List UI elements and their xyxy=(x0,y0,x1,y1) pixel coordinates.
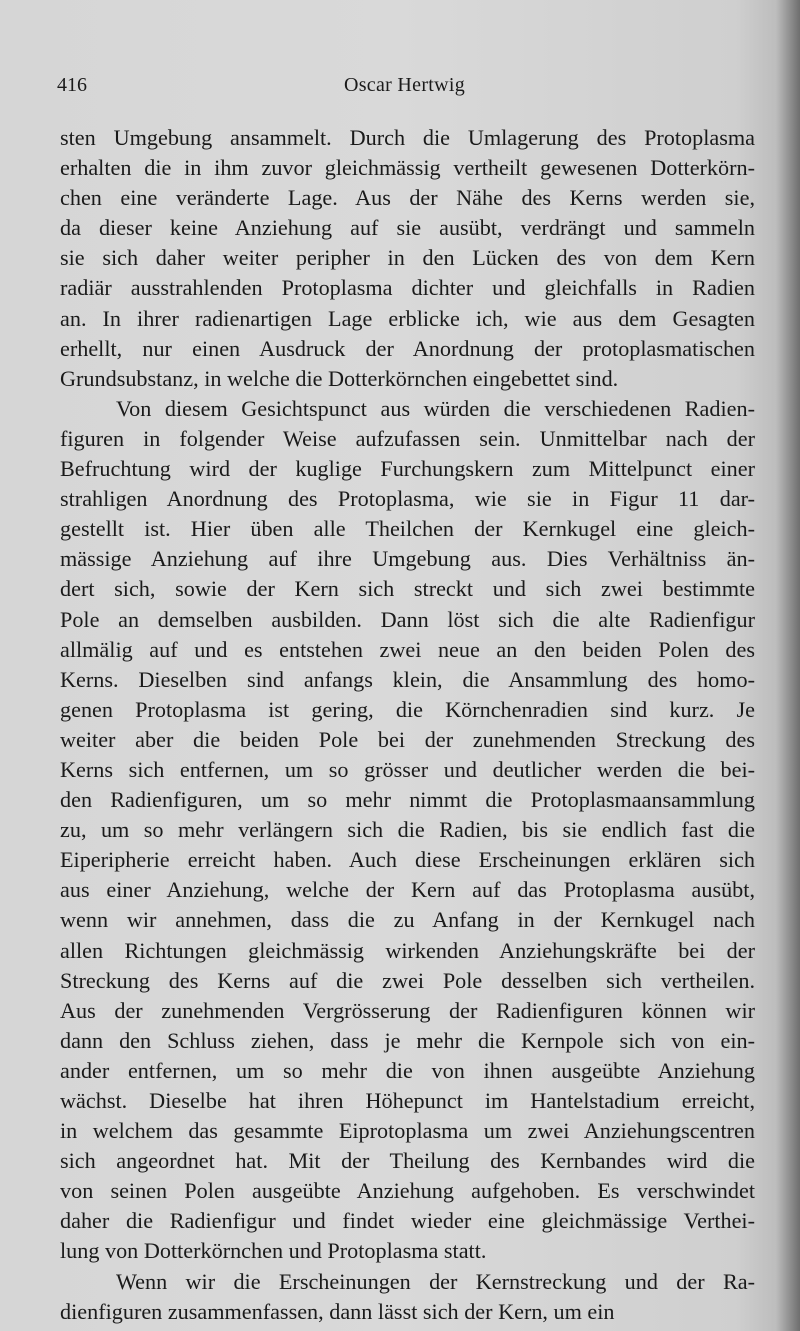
text-line: lung von Dotterkörnchen und Protoplasma statt. xyxy=(60,1238,487,1264)
page-number: 416 xyxy=(57,74,87,96)
text-line: sie sich daher weiter peripher in den Lücken des von dem Kern xyxy=(60,245,755,271)
text-line: gestellt ist. Hier üben alle Theilchen der Kernkugel eine gleich- xyxy=(60,516,755,542)
text-line: erhalten die in ihm zuvor gleichmässig vertheilt gewesenen Dotterkörn- xyxy=(60,155,755,181)
text-line: Pole an demselben ausbilden. Dann löst sich die alte Radienfigur xyxy=(60,606,755,632)
text-line: dann den Schluss ziehen, dass je mehr die Kernpole sich von ein- xyxy=(60,1027,755,1053)
paragraph xyxy=(60,394,755,1267)
text-line: da dieser keine Anziehung auf sie ausübt, verdrängt und sammeln xyxy=(60,215,755,241)
body-text xyxy=(60,123,755,1327)
text-line: in welchem das gesammte Eiprotoplasma um zwei Anziehungscentren xyxy=(60,1118,755,1144)
text-line: Von diesem Gesichtspunct aus würden die verschiedenen Radien- xyxy=(116,395,755,421)
text-line: Befruchtung wird der kuglige Furchungskern zum Mittelpunct einer xyxy=(60,456,755,482)
text-line: genen Protoplasma ist gering, die Körnchenradien sind kurz. Je xyxy=(60,696,755,722)
text-line: Aus der zunehmenden Vergrösserung der Radienfiguren können wir xyxy=(60,997,755,1023)
text-line: allmälig auf und es entstehen zwei neue an den beiden Polen des xyxy=(60,636,755,662)
text-line: wächst. Dieselbe hat ihren Höhepunct im Hantelstadium erreicht, xyxy=(60,1088,755,1113)
text-line: mässige Anziehung auf ihre Umgebung aus. Dies Verhältniss än- xyxy=(60,546,755,572)
text-line: daher die Radienfigur und findet wieder eine gleichmässige Verthei- xyxy=(60,1208,755,1234)
paragraph xyxy=(60,1267,755,1327)
paragraph xyxy=(60,123,755,394)
page-header xyxy=(57,74,752,104)
running-head: Oscar Hertwig xyxy=(343,74,466,96)
text-line: zu, um so mehr verlängern sich die Radien, bis sie endlich fast die xyxy=(60,817,755,843)
text-line: Streckung des Kerns auf die zwei Pole desselben sich vertheilen. xyxy=(60,967,755,993)
text-line: weiter aber die beiden Pole bei der zunehmenden Streckung des xyxy=(60,726,755,752)
text-line: allen Richtungen gleichmässig wirkenden Anziehungskräfte bei der xyxy=(60,937,755,963)
text-line: radiär ausstrahlenden Protoplasma dichter und gleichfalls in Radien xyxy=(60,275,755,301)
text-line: Eiperipherie erreicht haben. Auch diese Erscheinungen erklären sich xyxy=(60,847,755,873)
text-line: von seinen Polen ausgeübte Anziehung aufgehoben. Es verschwindet xyxy=(60,1178,755,1204)
text-line: an. In ihrer radienartigen Lage erblicke ich, wie aus dem Gesagten xyxy=(60,305,755,331)
text-line: chen eine veränderte Lage. Aus der Nähe des Kerns werden sie, xyxy=(60,185,755,211)
text-line: Wenn wir die Erscheinungen der Kernstreckung und der Ra- xyxy=(116,1268,755,1294)
text-line: Kerns. Dieselben sind anfangs klein, die Ansammlung des homo- xyxy=(60,666,755,692)
text-line: erhellt, nur einen Ausdruck der Anordnung der protoplasmatischen xyxy=(60,335,755,361)
text-line: sich angeordnet hat. Mit der Theilung des Kernbandes wird die xyxy=(60,1148,755,1174)
text-line: aus einer Anziehung, welche der Kern auf das Protoplasma ausübt, xyxy=(60,877,755,903)
text-line: ander entfernen, um so mehr die von ihnen ausgeübte Anziehung xyxy=(60,1057,755,1083)
text-line: sten Umgebung ansammelt. Durch die Umlagerung des Protoplasma xyxy=(60,125,755,150)
text-line: figuren in folgender Weise aufzufassen sein. Unmittelbar nach der xyxy=(60,425,755,451)
text-line: wenn wir annehmen, dass die zu Anfang in der Kernkugel nach xyxy=(60,907,755,933)
text-line: Kerns sich entfernen, um so grösser und deutlicher werden die bei- xyxy=(60,756,755,782)
text-line: dert sich, sowie der Kern sich streckt und sich zwei bestimmte xyxy=(60,576,755,602)
text-line: den Radienfiguren, um so mehr nimmt die Protoplasmaansammlung xyxy=(60,787,755,813)
text-line: Grundsubstanz, in welche die Dotterkörnchen eingebettet sind. xyxy=(60,365,619,391)
text-line: strahligen Anordnung des Protoplasma, wie sie in Figur 11 dar- xyxy=(60,486,755,512)
text-line: dienfiguren zusammenfassen, dann lässt sich der Kern, um ein xyxy=(60,1298,615,1324)
